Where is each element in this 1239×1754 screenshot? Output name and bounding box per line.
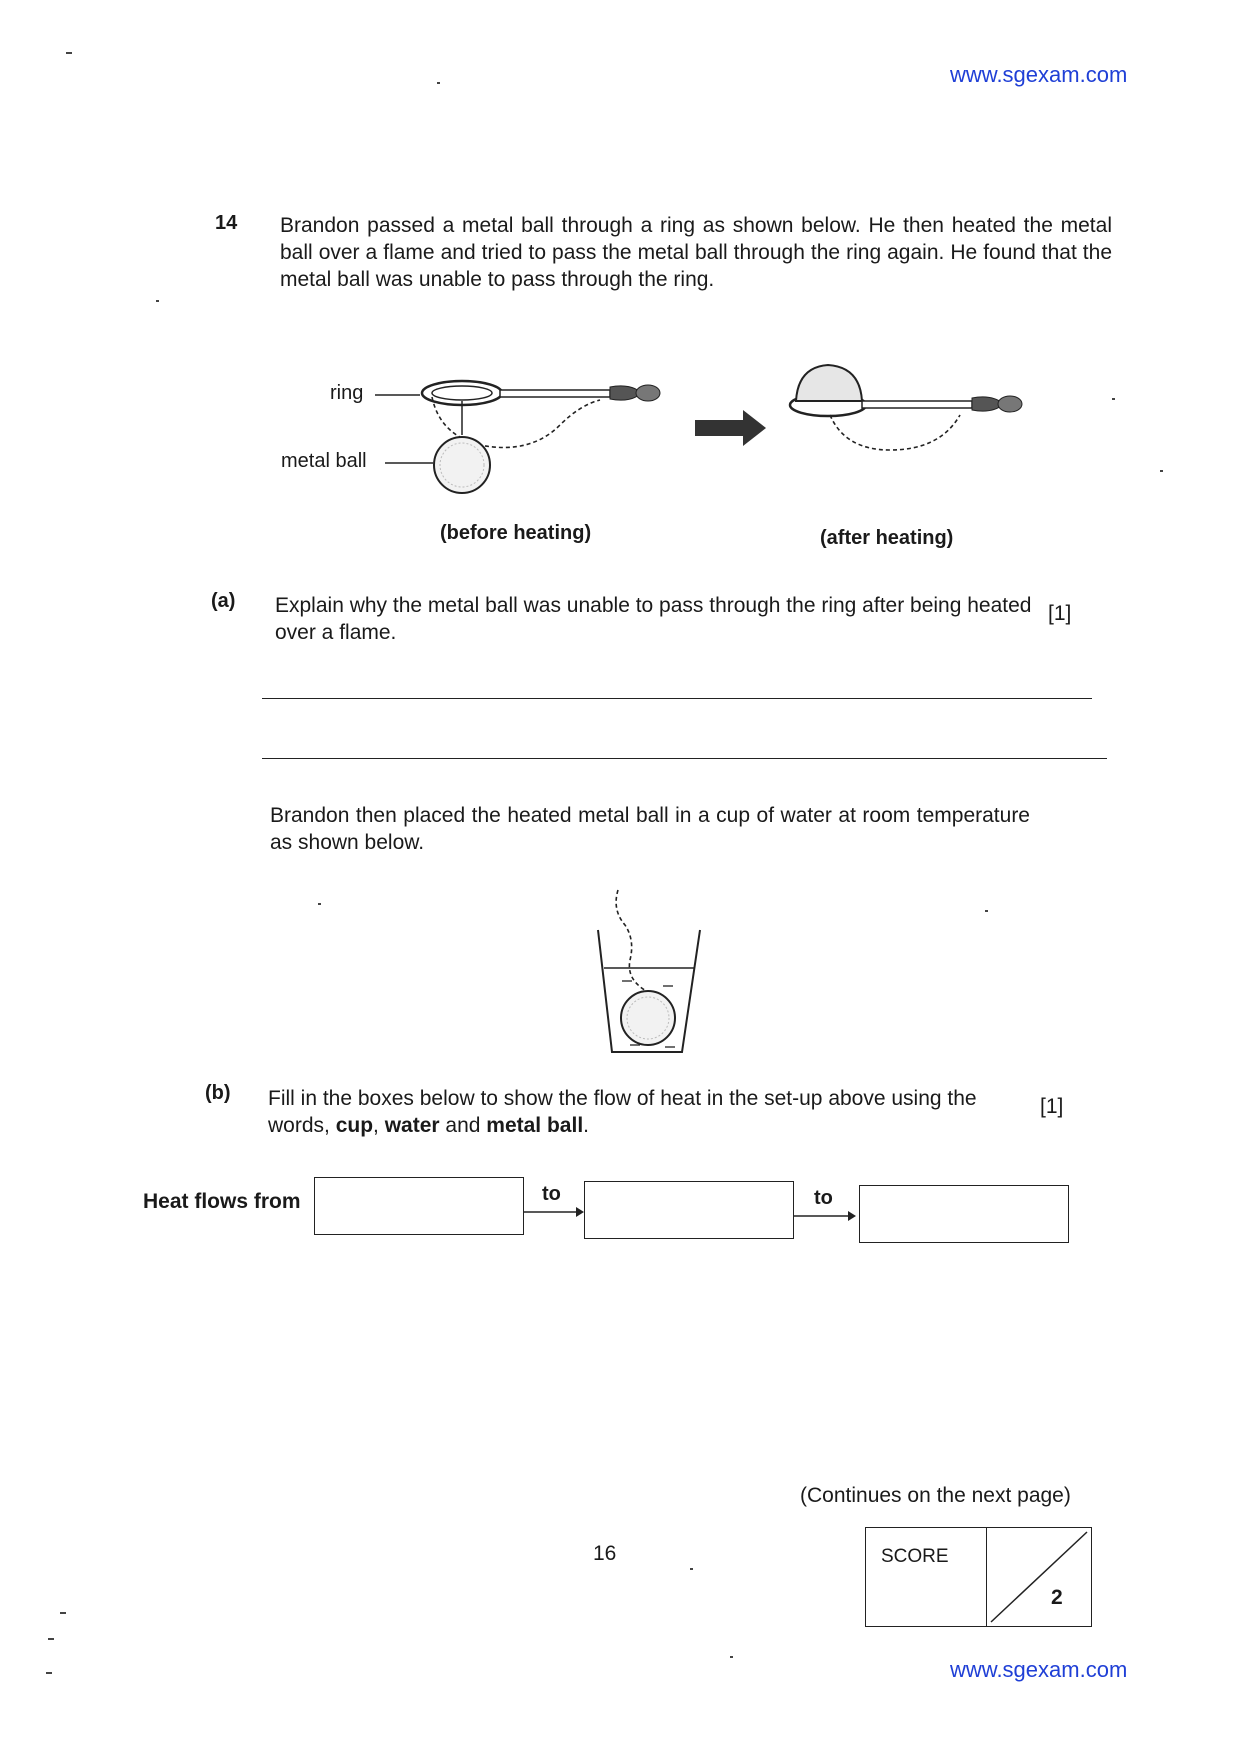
heat-flow-box-2[interactable] [584,1181,794,1239]
part-b-sep-1: , [373,1114,385,1137]
flow-connector-2: to [814,1187,833,1209]
caption-before-heating: (before heating) [440,522,592,544]
part-b-text-start: Fill in the boxes below to show the flow of heat in the set-up above using the words, [268,1087,977,1137]
score-label: SCORE [881,1546,949,1567]
ring-apparatus-after [790,365,1022,450]
word-cup: cup [335,1114,374,1137]
answer-line-1[interactable] [262,698,1092,699]
header-url[interactable]: www.sgexam.com [950,62,1128,87]
heat-flow-box-1[interactable] [314,1177,524,1235]
word-water: water [384,1114,440,1137]
footer-url[interactable]: www.sgexam.com [950,1657,1128,1682]
caption-after-heating: (after heating) [820,527,954,549]
answer-line-2[interactable] [262,758,1107,759]
part-a-label: (a) [211,590,236,612]
cup-experiment-text: Brandon then placed the heated metal ball in a cup of water at room temperature as shown below. [270,804,1030,854]
part-b-end: . [583,1114,589,1137]
continues-note: (Continues on the next page) [800,1484,1071,1507]
flow-connector-1: to [542,1183,561,1205]
part-b-text [268,1085,1038,1139]
metal-ball-label: metal ball [281,450,367,472]
heat-flow-lead: Heat flows from [143,1190,301,1213]
page-number: 16 [593,1542,617,1565]
score-box [865,1527,1092,1627]
part-a-text: Explain why the metal ball was unable to pass through the ring after being heated over a flame. [275,594,1032,644]
heating-arrow [695,410,766,446]
score-max: 2 [1051,1586,1063,1609]
part-b-marks: [1] [1040,1095,1064,1118]
score-diagonal [987,1528,1091,1626]
ring-apparatus-before [375,381,660,493]
part-b-label: (b) [205,1082,231,1104]
heat-flow-box-3[interactable] [859,1185,1069,1243]
part-a-marks: [1] [1048,602,1072,625]
part-b-sep-2: and [439,1114,487,1137]
question-number: 14 [215,212,238,234]
ring-label: ring [330,382,364,404]
word-metal-ball: metal ball [486,1114,584,1137]
cup-water-figure [590,880,710,1060]
question-intro: Brandon passed a metal ball through a ring as shown below. He then heated the metal ball over a flame and tried to pass the metal ball through the ring again. He found that the metal ball was unable to pass through the ring. [280,214,1112,291]
